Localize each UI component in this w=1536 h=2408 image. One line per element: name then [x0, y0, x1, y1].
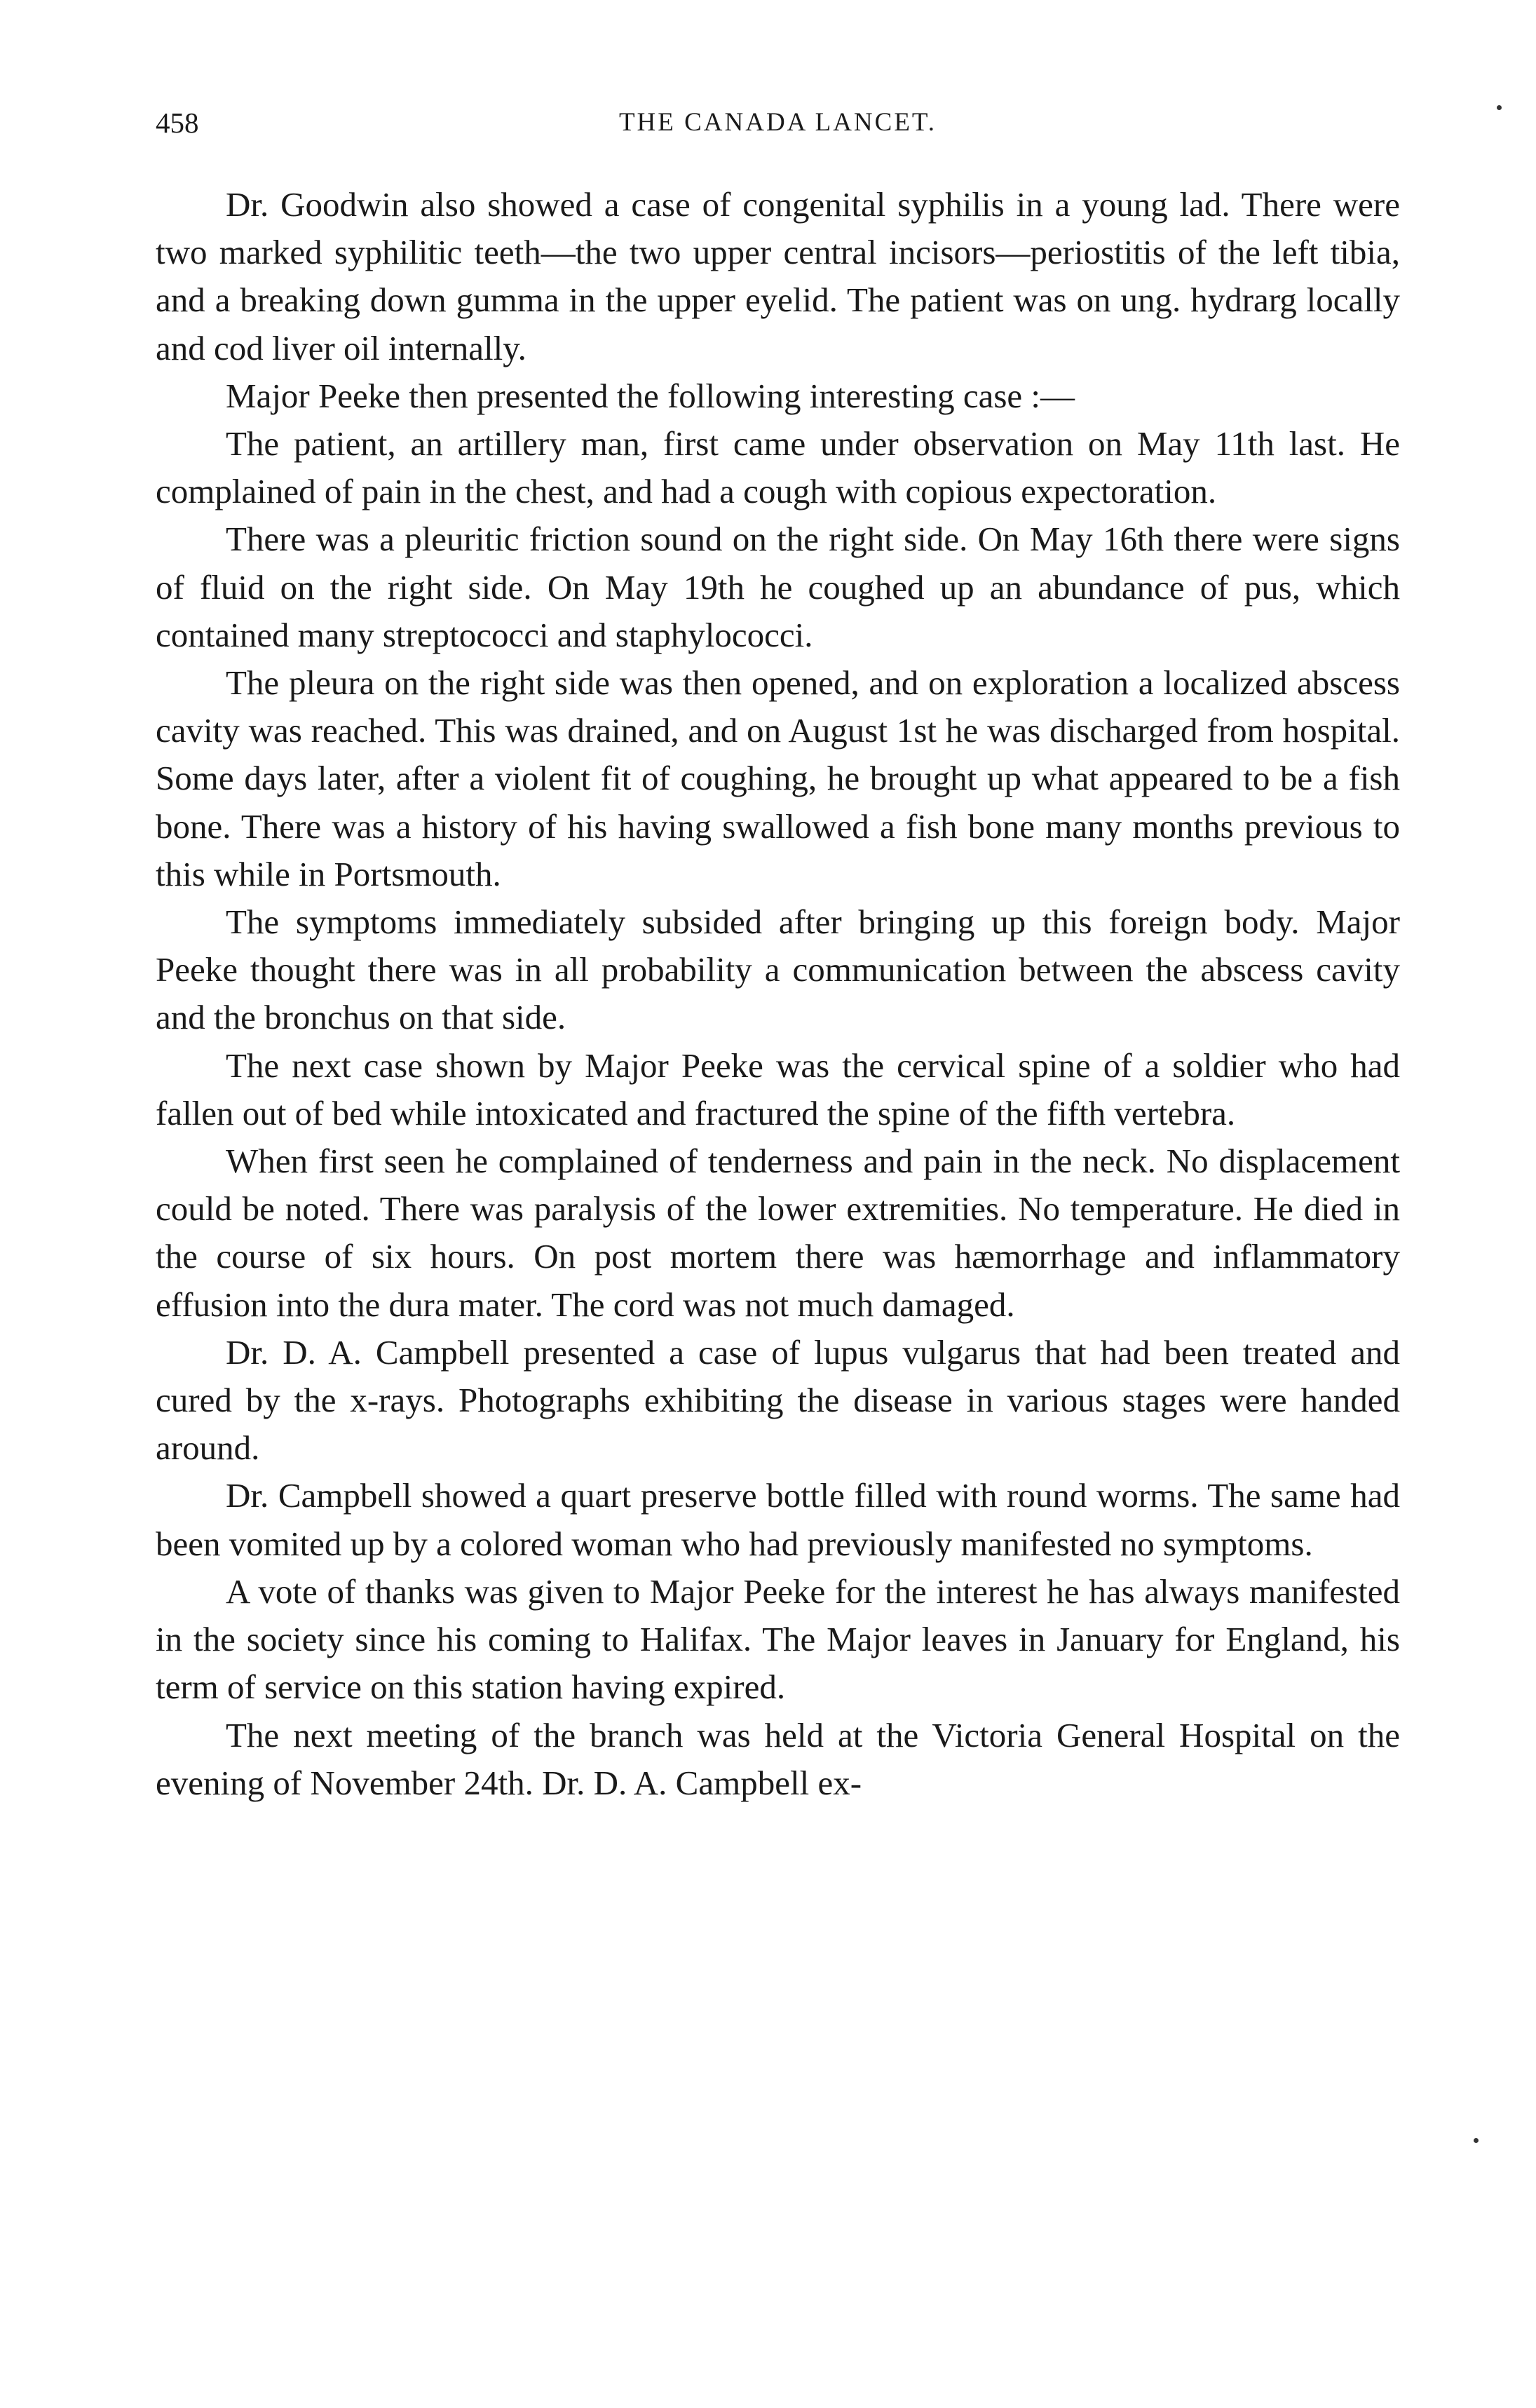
paragraph-tenderness-neck: When first seen he complained of tenderness and pain in the neck. No displacement could be noted. There was paralysis of the lower extremities. No temperature. He died in the course of six hours. On post mortem there was hæmorrhage and inflammatory effusion into the dura mater. The cord was not much damaged. [156, 1142, 1400, 1324]
paragraph-cervical-spine: The next case shown by Major Peeke was the cervical spine of a soldier who had fallen out of bed while intoxicated and fractured the spine of the fifth vertebra. [156, 1046, 1400, 1132]
paragraph-pleuritic-friction: There was a pleuritic friction sound on the right side. On May 16th there were signs of fluid on the right side. On May 19th he coughed up an abundance of pus, which contained many streptococci and staphylococci. [156, 520, 1400, 654]
running-title: THE CANADA LANCET. [618, 108, 937, 137]
paragraph-peeke-intro: Major Peeke then presented the following interesting case :— [226, 376, 1075, 415]
page-header [156, 102, 1400, 144]
article-body [156, 181, 1400, 1807]
paragraph-round-worms: Dr. Campbell showed a quart preserve bottle filled with round worms. The same had been vomited up by a colored woman who had previously manifested no symptoms. [156, 1476, 1400, 1563]
page-number: 458 [156, 107, 199, 139]
stray-mark [1497, 105, 1502, 110]
stray-mark [1474, 2138, 1479, 2143]
paragraph-lupus-vulgarus: Dr. D. A. Campbell presented a case of lupus vulgarus that had been treated and cured by the x-rays. Photographs exhibiting the disease in various stages were handed around. [156, 1332, 1400, 1468]
paragraph-goodwin-syphilis: Dr. Goodwin also showed a case of congenital syphilis in a young lad. There were two marked syphilitic teeth—the two upper central incisors—periostitis of the left tibia, and a breaking down gumma in the upper eyelid. The patient was on ung. hydrarg locally and cod liver oil internally. [156, 185, 1400, 367]
paragraph-next-meeting: The next meeting of the branch was held at the Victoria General Hospital on the evening of November 24th. Dr. D. A. Campbell ex- [156, 1715, 1400, 1802]
paragraph-symptoms-subsided: The symptoms immediately subsided after bringing up this foreign body. Major Peeke thought there was in all probability a communication between the abscess cavity and the bronchus on that side. [156, 902, 1400, 1037]
paragraph-vote-of-thanks: A vote of thanks was given to Major Peeke for the interest he has always manifested in the society since his coming to Halifax. The Major leaves in January for England, his term of service on this station having expired. [156, 1571, 1400, 1707]
paragraph-artillery-patient: The patient, an artillery man, first came under observation on May 11th last. He complained of pain in the chest, and had a cough with copious expectoration. [156, 424, 1400, 511]
paragraph-pleura-opened: The pleura on the right side was then opened, and on exploration a localized abscess cavity was reached. This was drained, and on August 1st he was discharged from hospital. Some days later, after a violent fit of coughing, he brought up what appeared to be a fish bone. There was a history of his having swallowed a fish bone many months previous to this while in Portsmouth. [156, 663, 1400, 893]
